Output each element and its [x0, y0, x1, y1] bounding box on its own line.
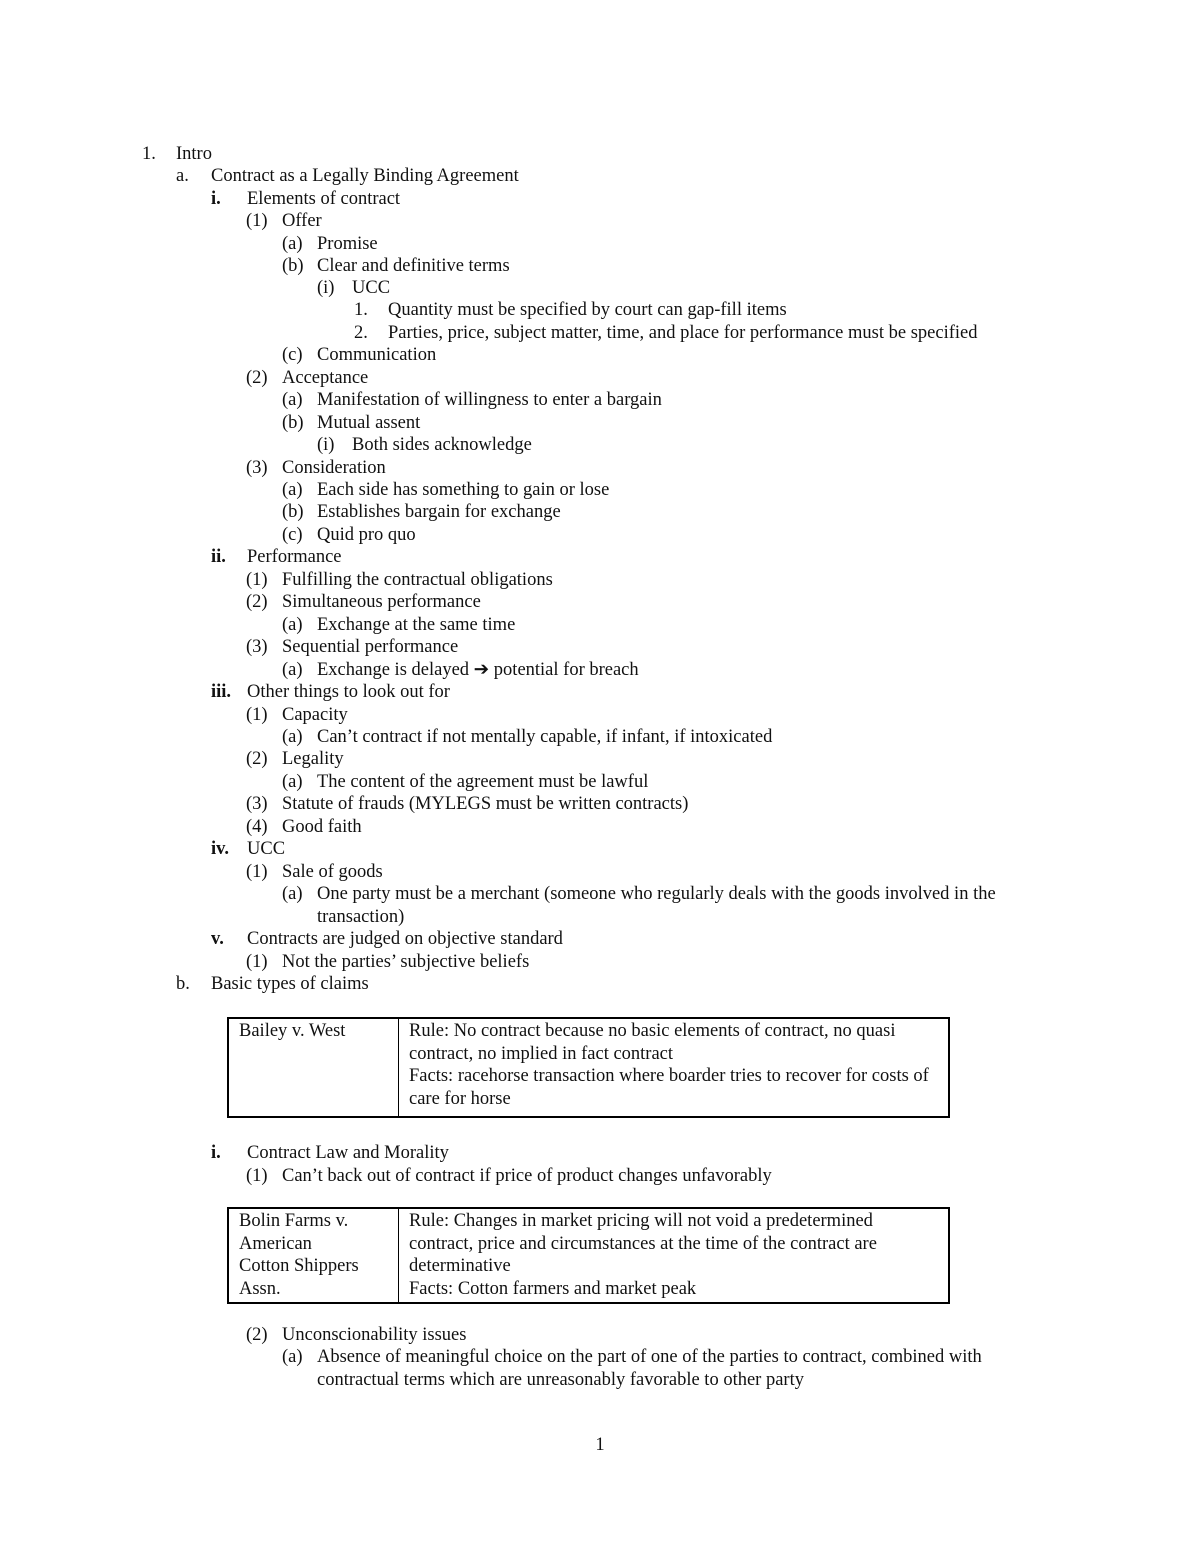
- outline-marker: (a): [282, 234, 303, 254]
- outline-marker: (2): [246, 749, 268, 769]
- case-detail-line: Rule: Changes in market pricing will not void a predetermined: [409, 1211, 873, 1231]
- page-number: 1: [595, 1435, 605, 1455]
- outline-text: Exchange at the same time: [317, 615, 516, 635]
- outline-marker: (b): [282, 256, 304, 276]
- outline-text: Sale of goods: [282, 862, 383, 882]
- case-name-cell: [228, 1208, 399, 1303]
- outline-text: Contracts are judged on objective standard: [247, 929, 563, 949]
- outline-text: Simultaneous performance: [282, 592, 481, 612]
- outline-marker: a.: [176, 166, 189, 186]
- outline-text: Capacity: [282, 705, 348, 725]
- case-table: [227, 1017, 950, 1118]
- outline-text: Statute of frauds (MYLEGS must be written contracts): [282, 794, 689, 814]
- outline-text: Intro: [176, 144, 212, 164]
- case-detail-cell: [399, 1208, 950, 1303]
- outline-marker: 2.: [354, 323, 368, 343]
- case-name-line: American: [239, 1233, 312, 1254]
- outline-text: Offer: [282, 211, 322, 231]
- outline-text: Legality: [282, 749, 344, 769]
- outline-marker: (2): [246, 368, 268, 388]
- outline-marker: (1): [246, 211, 268, 231]
- case-detail-line: contract, no implied in fact contract: [409, 1043, 674, 1064]
- outline-text: Not the parties’ subjective beliefs: [282, 952, 530, 972]
- case-name-line: Bolin Farms v.: [239, 1211, 349, 1231]
- outline-marker: (a): [282, 480, 303, 500]
- outline-text: Can’t contract if not mentally capable, if infant, if intoxicated: [317, 727, 773, 747]
- outline-marker: (c): [282, 525, 303, 545]
- outline-text: Elements of contract: [247, 189, 401, 209]
- outline-text: Parties, price, subject matter, time, and place for performance must be specified: [388, 323, 978, 343]
- outline-text: Performance: [247, 547, 342, 567]
- outline-marker: 1.: [142, 144, 156, 164]
- outline-marker: iv.: [211, 839, 229, 859]
- case-table: [227, 1207, 950, 1304]
- outline-text: Clear and definitive terms: [317, 256, 510, 276]
- outline-marker: (1): [246, 570, 268, 590]
- outline-text: Good faith: [282, 817, 362, 837]
- outline-text: Each side has something to gain or lose: [317, 480, 610, 500]
- outline-text: Promise: [317, 234, 378, 254]
- outline-text: Contract as a Legally Binding Agreement: [211, 166, 519, 186]
- outline-text: Quantity must be specified by court can gap-fill items: [388, 300, 787, 320]
- outline-marker: (4): [246, 817, 268, 837]
- outline-text: Consideration: [282, 458, 386, 478]
- outline-marker: (b): [282, 413, 304, 433]
- outline-marker: b.: [176, 974, 190, 994]
- outline-marker: (2): [246, 592, 268, 612]
- case-name-cell: [228, 1018, 399, 1117]
- outline-marker: 1.: [354, 300, 368, 320]
- case-detail-line: Facts: racehorse transaction where boarder tries to recover for costs of: [409, 1066, 929, 1086]
- outline-marker: (3): [246, 794, 268, 814]
- outline-text: Manifestation of willingness to enter a bargain: [317, 390, 662, 410]
- outline-marker: (3): [246, 458, 268, 478]
- outline-text: Communication: [317, 345, 437, 365]
- outline-marker: (c): [282, 345, 303, 365]
- outline-marker: iii.: [211, 682, 232, 702]
- outline-marker: (1): [246, 1166, 268, 1186]
- outline-marker: i.: [211, 189, 221, 209]
- case-detail-line: care for horse: [409, 1088, 511, 1109]
- outline-text: Other things to look out for: [247, 682, 450, 702]
- outline-text: Both sides acknowledge: [352, 435, 532, 455]
- outline-text: UCC: [352, 278, 391, 298]
- outline-text: UCC: [247, 839, 286, 859]
- outline-text: Sequential performance: [282, 637, 459, 657]
- outline-text: Can’t back out of contract if price of product changes unfavorably: [282, 1166, 772, 1186]
- outline-marker: (b): [282, 502, 304, 522]
- case-name-line: Assn.: [239, 1278, 281, 1299]
- outline-marker: (2): [246, 1325, 268, 1345]
- outline-marker: (1): [246, 952, 268, 972]
- outline-marker: (a): [282, 660, 303, 680]
- case-name-line: Bailey v. West: [239, 1021, 346, 1041]
- outline-text: transaction): [317, 907, 405, 927]
- case-detail-cell: [399, 1018, 950, 1117]
- outline-text: Mutual assent: [317, 413, 421, 433]
- outline-marker: (i): [317, 435, 335, 455]
- case-detail-line: contract, price and circumstances at the time of the contract are: [409, 1233, 877, 1254]
- outline-marker: (a): [282, 390, 303, 410]
- case-name-line: Cotton Shippers: [239, 1256, 359, 1276]
- outline-text: One party must be a merchant (someone who regularly deals with the goods involved in the: [317, 884, 996, 904]
- outline-text: contractual terms which are unreasonably favorable to other party: [317, 1370, 804, 1390]
- outline-marker: (a): [282, 884, 303, 904]
- outline-text: Establishes bargain for exchange: [317, 502, 561, 522]
- outline-marker: (a): [282, 727, 303, 747]
- outline-marker: (3): [246, 637, 268, 657]
- outline-marker: ii.: [211, 547, 226, 567]
- outline-marker: (i): [317, 278, 335, 298]
- case-detail-line: Rule: No contract because no basic elements of contract, no quasi: [409, 1021, 896, 1041]
- outline-text: Exchange is delayed ➔ potential for breach: [317, 660, 639, 680]
- outline-marker: v.: [211, 929, 224, 949]
- outline-text: Unconscionability issues: [282, 1325, 467, 1345]
- case-detail-line: Facts: Cotton farmers and market peak: [409, 1278, 697, 1299]
- outline-marker: (1): [246, 705, 268, 725]
- outline-text: Quid pro quo: [317, 525, 416, 545]
- outline-text: The content of the agreement must be lawful: [317, 772, 649, 792]
- outline-marker: (a): [282, 615, 303, 635]
- outline-marker: (a): [282, 1347, 303, 1367]
- outline-marker: i.: [211, 1143, 221, 1163]
- outline-marker: (a): [282, 772, 303, 792]
- case-detail-line: determinative: [409, 1256, 511, 1276]
- outline-marker: (1): [246, 862, 268, 882]
- outline-text: Contract Law and Morality: [247, 1143, 449, 1163]
- outline-text: Acceptance: [282, 368, 369, 388]
- outline-text: Basic types of claims: [211, 974, 369, 994]
- outline-text: Fulfilling the contractual obligations: [282, 570, 553, 590]
- outline-text: Absence of meaningful choice on the part of one of the parties to contract, combined with: [317, 1347, 982, 1367]
